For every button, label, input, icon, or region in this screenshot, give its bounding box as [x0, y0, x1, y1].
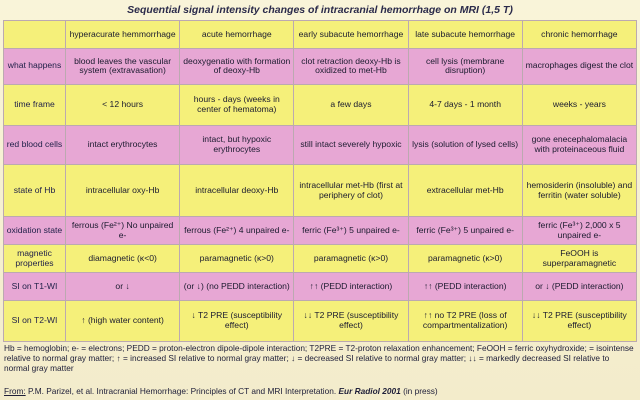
row-label: state of Hb [4, 165, 66, 217]
source-from-label: From: [4, 386, 26, 396]
row-label: magnetic properties [4, 245, 66, 273]
row-label: SI on T2-WI [4, 300, 66, 341]
header-corner-cell [4, 21, 66, 49]
table-row [4, 273, 637, 301]
table-cell: < 12 hours [66, 84, 180, 125]
table-cell: weeks - years [522, 84, 636, 125]
source-citation-text: P.M. Parizel, et al. Intracranial Hemorrhage: Principles of CT and MRI Interpretation. [27, 386, 337, 396]
row-label: red blood cells [4, 125, 66, 164]
table-cell: intact, but hypoxic erythrocytes [180, 125, 294, 164]
table-cell: or ↓ (PEDD interaction) [522, 273, 636, 301]
table-row [4, 245, 637, 273]
table-cell: hemosiderin (insoluble) and ferritin (water soluble) [522, 165, 636, 217]
table-cell: (or ↓) (no PEDD interaction) [180, 273, 294, 301]
table-cell: hours - days (weeks in center of hematoma) [180, 84, 294, 125]
table-cell: ferrous (Fe²⁺) No unpaired e- [66, 217, 180, 245]
column-header: late subacute hemorrhage [408, 21, 522, 49]
table-cell: ↓↓ T2 PRE (susceptibility effect) [294, 300, 408, 341]
table-cell: ↑↑ (PEDD interaction) [408, 273, 522, 301]
table-cell: ferric (Fe³⁺) 2,000 x 5 unpaired e- [522, 217, 636, 245]
table-cell: intracellular oxy-Hb [66, 165, 180, 217]
table-cell: paramagnetic (κ>0) [294, 245, 408, 273]
table-cell: ↑ (high water content) [66, 300, 180, 341]
table-cell: diamagnetic (κ<0) [66, 245, 180, 273]
table-row [4, 125, 637, 164]
row-label: oxidation state [4, 217, 66, 245]
column-header: hyperacurate hemmorrhage [66, 21, 180, 49]
column-header: early subacute hemorrhage [294, 21, 408, 49]
table-cell: or ↓ [66, 273, 180, 301]
mri-signal-table [3, 20, 637, 342]
table-cell: ↓↓ T2 PRE (susceptibility effect) [522, 300, 636, 341]
table-row [4, 217, 637, 245]
table-cell: intracellular deoxy-Hb [180, 165, 294, 217]
source-note: (in press) [403, 386, 438, 396]
table-cell: a few days [294, 84, 408, 125]
table-header-row [4, 21, 637, 49]
source-journal: Eur Radiol 2001 [338, 386, 401, 396]
table-row [4, 48, 637, 84]
table-cell: ferric (Fe³⁺) 5 unpaired e- [294, 217, 408, 245]
table-cell: macrophages digest the clot [522, 48, 636, 84]
table-cell: 4-7 days - 1 month [408, 84, 522, 125]
table-cell: paramagnetic (κ>0) [180, 245, 294, 273]
table-cell: intracellular met-Hb (first at periphery of clot) [294, 165, 408, 217]
row-label: time frame [4, 84, 66, 125]
row-label: SI on T1-WI [4, 273, 66, 301]
table-cell: cell lysis (membrane disruption) [408, 48, 522, 84]
table-cell: ↓ T2 PRE (susceptibility effect) [180, 300, 294, 341]
table-cell: clot retraction deoxy-Hb is oxidized to met-Hb [294, 48, 408, 84]
table-cell: FeOOH is superparamagnetic [522, 245, 636, 273]
table-cell: deoxygenatio with formation of deoxy-Hb [180, 48, 294, 84]
table-cell: ferric (Fe³⁺) 5 unpaired e- [408, 217, 522, 245]
table-cell: ↑↑ (PEDD interaction) [294, 273, 408, 301]
row-label: what happens [4, 48, 66, 84]
table-row [4, 165, 637, 217]
table-cell: gone enecephalomalacia with proteinaceous fluid [522, 125, 636, 164]
table-cell: blood leaves the vascular system (extravasation) [66, 48, 180, 84]
column-header: acute hemorrhage [180, 21, 294, 49]
table-cell: extracellular met-Hb [408, 165, 522, 217]
footnote: Hb = hemoglobin; e- = electrons; PEDD = proton-electron dipole-dipole interaction; T2PRE = T2-proton relaxation enhancement; FeOOH = ferric oxyhydroxide; = isointense relative to normal gray matter; ↑ = increased SI relative to normal gray matter; ↓ = decreased SI relative to normal gray matter; ↓↓ = markedly decreased SI relative to normal gray matter [4, 343, 634, 373]
table-row [4, 84, 637, 125]
page-title: Sequential signal intensity changes of intracranial hemorrhage on MRI (1,5 T) [127, 4, 513, 16]
column-header: chronic hemorrhage [522, 21, 636, 49]
table-cell: still intact severely hypoxic [294, 125, 408, 164]
table-cell: lysis (solution of lysed cells) [408, 125, 522, 164]
table-row [4, 300, 637, 341]
source-citation [4, 386, 636, 396]
table-cell: ferrous (Fe²⁺) 4 unpaired e- [180, 217, 294, 245]
table-cell: paramagnetic (κ>0) [408, 245, 522, 273]
table-cell: ↑↑ no T2 PRE (loss of compartmentalization) [408, 300, 522, 341]
table-cell: intact erythrocytes [66, 125, 180, 164]
